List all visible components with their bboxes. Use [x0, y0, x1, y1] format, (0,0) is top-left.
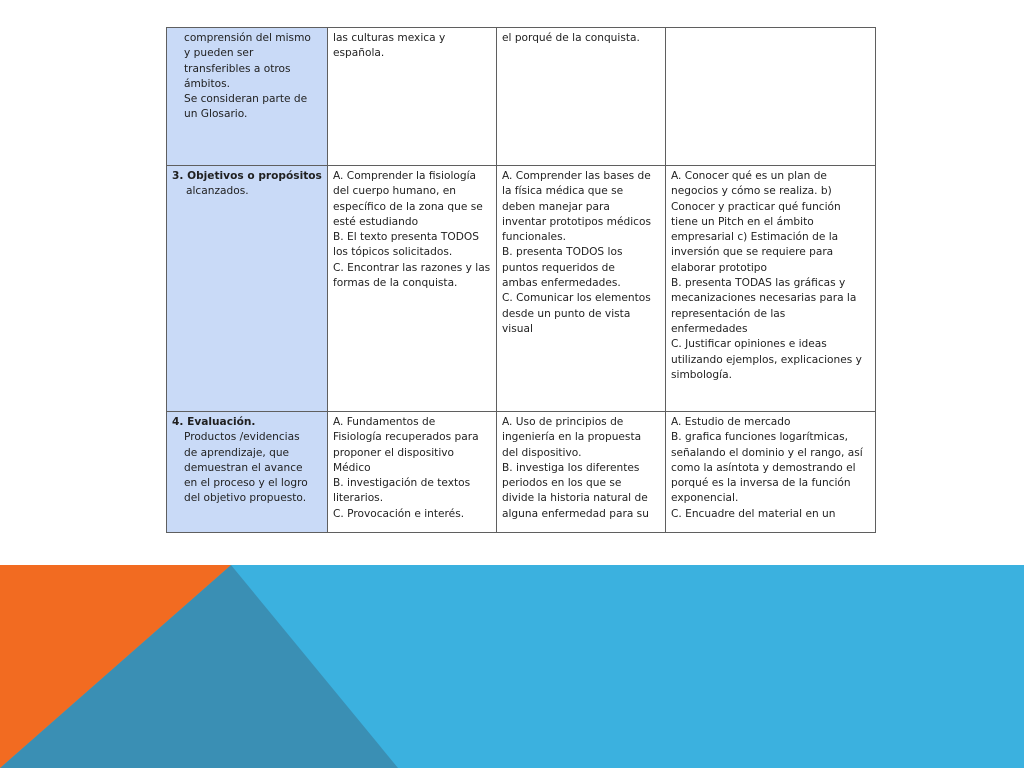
criteria-line: un Glosario.: [184, 108, 248, 121]
criteria-line: ámbitos.: [184, 77, 231, 90]
table-cell: las culturas mexica y española.: [328, 28, 497, 166]
criteria-line: Se consideran parte de: [184, 93, 308, 106]
table-cell: el porqué de la conquista.: [497, 28, 666, 166]
footer-shapes: [0, 565, 1024, 768]
criteria-subtitle: alcanzados.: [186, 185, 249, 198]
decorative-footer: [0, 565, 1024, 768]
criteria-subtitle: Productos /evidencias de aprendizaje, que demuestran el avance en el proceso y el logro del objetivo propuesto.: [184, 431, 308, 505]
criteria-line: comprensión del mismo: [184, 32, 311, 44]
criteria-title: 4. Evaluación.: [172, 416, 256, 428]
table-row: [167, 166, 876, 412]
table-row: [167, 412, 876, 533]
table-row: [167, 28, 876, 166]
table-cell: A. Fundamentos de Fisiología recuperados para proponer el dispositivo Médico B. investigación de textos literarios. C. Provocación e interés.: [328, 412, 497, 533]
criteria-line: y pueden ser: [184, 47, 254, 60]
table-cell: [666, 28, 876, 166]
table-cell: A. Conocer qué es un plan de negocios y cómo se realiza. b) Conocer y practicar qué función tiene un Pitch en el ámbito empresarial c) Estimación de la inversión que se requiere para elaborar prototipo B. presenta TODAS las gráficas y mecanizaciones necesarias para la representación de las enfermedades C. Justificar opiniones e ideas utilizando ejemplos, explicaciones y simbología.: [666, 166, 876, 412]
table-cell: A. Comprender la fisiología del cuerpo humano, en específico de la zona que se esté estudiando B. El texto presenta TODOS los tópicos solicitados. C. Encontrar las razones y las formas de la conquista.: [328, 166, 497, 412]
criteria-line: transferibles a otros: [184, 62, 291, 75]
criteria-cell: [167, 412, 328, 533]
criteria-cell: [167, 28, 328, 166]
table-cell: A. Uso de principios de ingeniería en la propuesta del dispositivo. B. investiga los diferentes periodos en los que se divide la historia natural de alguna enfermedad para su: [497, 412, 666, 533]
criteria-title: 3. Objetivos o propósitos: [172, 170, 322, 182]
table-cell: A. Comprender las bases de la física médica que se deben manejar para inventar prototipos médicos funcionales. B. presenta TODOS los puntos requeridos de ambas enfermedades. C. Comunicar los elementos desde un punto de vista visual: [497, 166, 666, 412]
table-cell: A. Estudio de mercado B. grafica funciones logarítmicas, señalando el dominio y el rango, así como la asíntota y demostrando el porqué es la inversa de la función exponencial. C. Encuadre del material en un: [666, 412, 876, 533]
criteria-cell: [167, 166, 328, 412]
rubric-table: [166, 27, 876, 533]
